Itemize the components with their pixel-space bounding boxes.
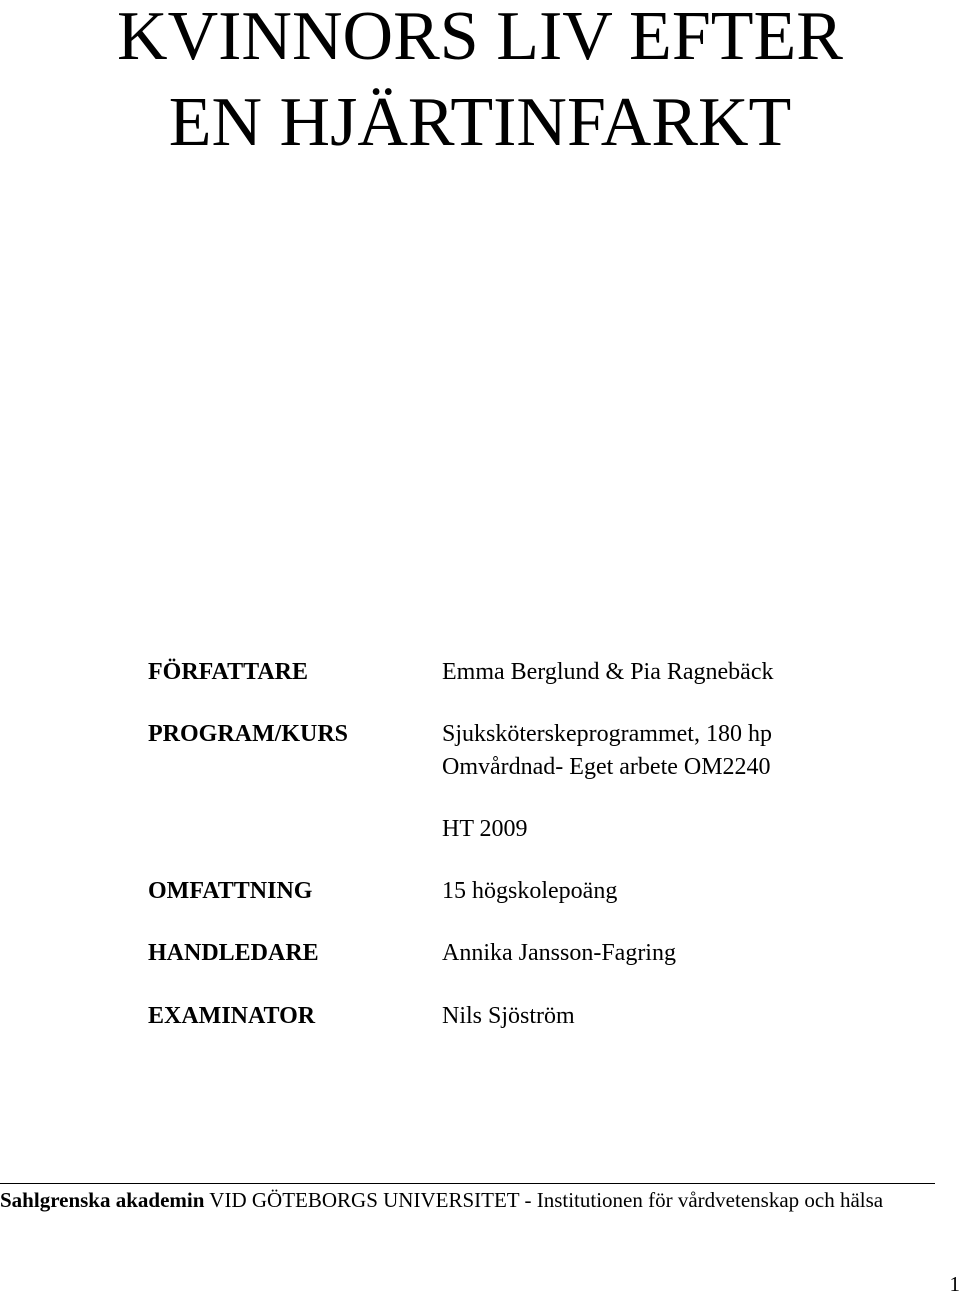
term-value: HT 2009 — [442, 816, 528, 842]
author-value: Emma Berglund & Pia Ragnebäck — [442, 659, 774, 685]
footer-line — [0, 1190, 960, 1211]
footer-divider — [0, 1183, 935, 1184]
examiner-value: Nils Sjöström — [442, 1003, 575, 1029]
program-value-1: Sjuksköterskeprogrammet, 180 hp — [442, 721, 772, 747]
examiner-label: EXAMINATOR — [148, 1003, 316, 1029]
footer-institution: VID GÖTEBORGS UNIVERSITET - Institutionen för vårdvetenskap och hälsa — [204, 1188, 884, 1212]
footer-academy: Sahlgrenska akademin — [0, 1188, 205, 1212]
scope-value: 15 högskolepoäng — [442, 878, 618, 904]
page-number: 1 — [949, 1272, 960, 1296]
title-line-1: KVINNORS LIV EFTER — [117, 0, 843, 75]
author-label: FÖRFATTARE — [148, 659, 308, 685]
supervisor-value: Annika Jansson-Fagring — [442, 940, 676, 966]
supervisor-label: HANDLEDARE — [148, 940, 319, 966]
program-value-2: Omvårdnad- Eget arbete OM2240 — [442, 754, 771, 780]
scope-label: OMFATTNING — [148, 878, 313, 904]
title-line-2: EN HJÄRTINFARKT — [168, 84, 792, 161]
program-label: PROGRAM/KURS — [148, 721, 348, 747]
